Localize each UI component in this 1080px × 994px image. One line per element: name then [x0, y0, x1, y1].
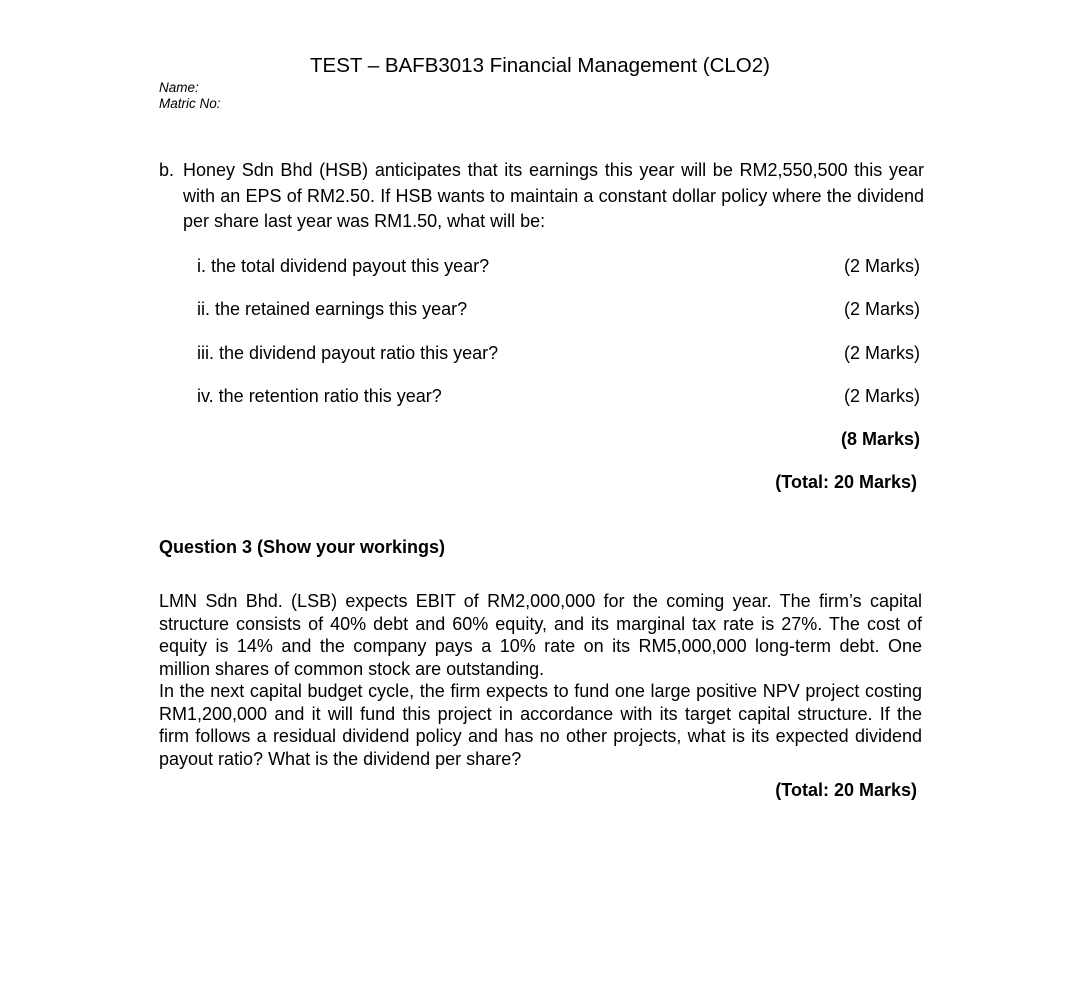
name-label: Name: — [159, 80, 199, 95]
question-b-item-iv-marks: (2 Marks) — [844, 386, 920, 406]
question-b-item-iii: iii. the dividend payout ratio this year? — [197, 343, 499, 363]
question-b-text: Honey Sdn Bhd (HSB) anticipates that its earnings this year will be RM2,550,500 this year with an EPS of RM2.50. If HSB wants to maintain a constant dollar policy where the dividend per share last year was RM1.50, what will be: — [183, 160, 924, 231]
question-b-label: b. — [159, 160, 175, 180]
question-b-item-i-marks: (2 Marks) — [844, 256, 920, 276]
question-b-item-iv: iv. the retention ratio this year? — [197, 386, 442, 406]
question-b-item-ii-marks: (2 Marks) — [844, 299, 920, 319]
question-b-subtotal: (8 Marks) — [840, 429, 920, 449]
question-3-body — [159, 590, 922, 770]
question-b-item-ii: ii. the retained earnings this year? — [197, 299, 468, 319]
question-3-heading: Question 3 (Show your workings) — [159, 537, 446, 557]
question-2-total: (Total: 20 Marks) — [775, 472, 917, 492]
question-3-total: (Total: 20 Marks) — [775, 780, 917, 800]
page-title: TEST – BAFB3013 Financial Management (CLO2) — [310, 54, 770, 77]
question-b-item-i: i. the total dividend payout this year? — [197, 256, 490, 276]
matric-label: Matric No: — [159, 96, 221, 111]
question-3-paragraph-2: In the next capital budget cycle, the firm expects to fund one large positive NPV project costing RM1,200,000 and it will fund this project in accordance with its target capital structure. If the firm follows a residual dividend policy and has no other projects, what is its expected dividend payout ratio? What is the dividend per share? — [159, 681, 922, 769]
question-3-paragraph-1: LMN Sdn Bhd. (LSB) expects EBIT of RM2,000,000 for the coming year. The firm’s capital structure consists of 40% debt and 60% equity, and its marginal tax rate is 27%. The cost of equity is 14% and the company pays a 10% rate on its RM5,000,000 long-term debt. One million shares of common stock are outstanding. — [159, 591, 922, 679]
question-b-item-iii-marks: (2 Marks) — [844, 343, 920, 363]
